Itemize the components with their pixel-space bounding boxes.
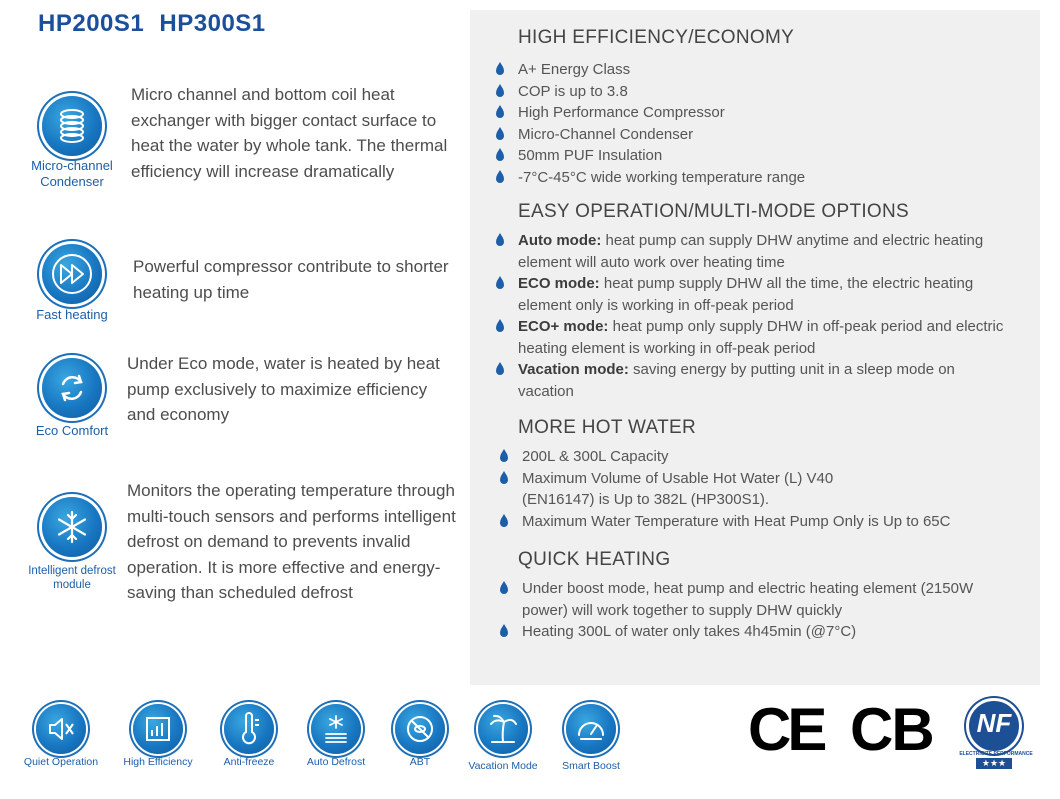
list-item: -7°C-45°C wide working temperature range <box>518 167 1018 189</box>
water-drop-icon <box>496 236 504 246</box>
water-drop-icon <box>496 151 504 161</box>
feature-label: Micro-channel Condenser <box>31 158 113 189</box>
water-drop-icon <box>496 65 504 75</box>
mute-speaker-icon <box>36 704 86 754</box>
quick-list <box>522 578 982 643</box>
water-drop-icon <box>500 517 508 527</box>
operation-list <box>518 230 1008 402</box>
no-bacteria-icon <box>395 704 445 754</box>
feature-label: Eco Comfort <box>35 423 109 438</box>
list-item: 50mm PUF Insulation <box>518 145 1018 167</box>
cycle-arrows-icon <box>42 358 102 418</box>
feature-description: Powerful compressor contribute to shorter heating up time <box>133 257 449 302</box>
list-item: ECO+ mode: heat pump only supply DHW in off-peak period and electric heating element is working in off-peak period <box>518 316 1008 359</box>
list-item: Maximum Volume of Usable Hot Water (L) V40 (EN16147) is Up to 382L (HP300S1). <box>522 468 872 511</box>
list-item: Vacation mode: saving energy by putting unit in a sleep mode on vacation <box>518 359 1008 402</box>
feature-description: Under Eco mode, water is heated by heat pump exclusively to maximize efficiency and economy <box>127 354 440 424</box>
section-heading-hot-water: MORE HOT WATER <box>518 417 697 438</box>
feature-description: Monitors the operating temperature through multi-touch sensors and performs intelligent defrost on demand to prevents invalid operation. It is more effective and energy-saving than scheduled defrost <box>127 481 456 602</box>
water-drop-icon <box>496 108 504 118</box>
water-drop-icon <box>496 87 504 97</box>
thermometer-icon <box>224 704 274 754</box>
water-drop-icon <box>496 322 504 332</box>
speedometer-icon <box>566 704 616 754</box>
bar-chart-icon <box>133 704 183 754</box>
list-item: COP is up to 3.8 <box>518 81 1018 103</box>
nf-text: NF <box>976 708 1012 738</box>
nf-stars: ★★★ <box>976 758 1012 769</box>
water-drop-icon <box>500 627 508 637</box>
bottom-icon-label: Vacation Mode <box>468 760 538 772</box>
list-item: Under boost mode, heat pump and electric heating element (2150W power) will work together to supply DHW quickly <box>522 578 982 621</box>
list-item: Heating 300L of water only takes 4h45min (@7°C) <box>522 621 982 643</box>
water-drop-icon <box>500 452 508 462</box>
bottom-icon-label: Anti-freeze <box>223 756 275 768</box>
water-drop-icon <box>500 474 508 484</box>
feature-label: Fast heating <box>36 307 108 322</box>
bottom-icon-label: Auto Defrost <box>306 756 366 768</box>
list-item: 200L & 300L Capacity <box>522 446 1022 468</box>
water-drop-icon <box>500 584 508 594</box>
list-item: A+ Energy Class <box>518 59 1018 81</box>
section-heading-efficiency: HIGH EFFICIENCY/ECONOMY <box>518 27 795 48</box>
list-item: High Performance Compressor <box>518 102 1018 124</box>
water-drop-icon <box>496 130 504 140</box>
list-item: ECO mode: heat pump supply DHW all the time, the electric heating element only is working in off-peak period <box>518 273 1008 316</box>
water-drop-icon <box>496 365 504 375</box>
list-item: Maximum Water Temperature with Heat Pump Only is Up to 65C <box>522 511 1022 533</box>
feature-description: Micro channel and bottom coil heat exchanger with bigger contact surface to heat the water by whole tank. The thermal efficiency will increase dramatically <box>131 85 448 181</box>
bottom-icon-label: Smart Boost <box>562 760 620 772</box>
palm-tree-icon <box>478 704 528 754</box>
hot-water-list <box>522 446 1022 532</box>
list-item: Micro-Channel Condenser <box>518 124 1018 146</box>
bottom-icon-label: Quiet Operation <box>23 756 99 768</box>
fast-forward-icon <box>42 244 102 304</box>
coil-condenser-icon <box>42 96 102 156</box>
bottom-icon-label: High Efficiency <box>123 756 193 768</box>
snowflake-icon <box>42 497 102 557</box>
cb-mark: CB <box>850 696 933 763</box>
nf-logo <box>959 696 1033 776</box>
ce-mark: CE <box>748 696 824 763</box>
section-heading-quick: QUICK HEATING <box>518 549 671 570</box>
water-drop-icon <box>496 279 504 289</box>
defrost-icon <box>311 704 361 754</box>
feature-label: Intelligent defrost module <box>28 565 116 591</box>
bottom-icon-label: ABT <box>409 756 431 768</box>
efficiency-list <box>518 59 1018 188</box>
section-heading-operation: EASY OPERATION/MULTI-MODE OPTIONS <box>518 201 910 222</box>
water-drop-icon <box>496 173 504 183</box>
list-item: Auto mode: heat pump can supply DHW anytime and electric heating element will auto work over heating time <box>518 230 1008 273</box>
page-title: HP200S1 HP300S1 <box>38 10 266 37</box>
nf-subtitle: ELECTRICITE PERFORMANCE <box>959 751 1033 757</box>
